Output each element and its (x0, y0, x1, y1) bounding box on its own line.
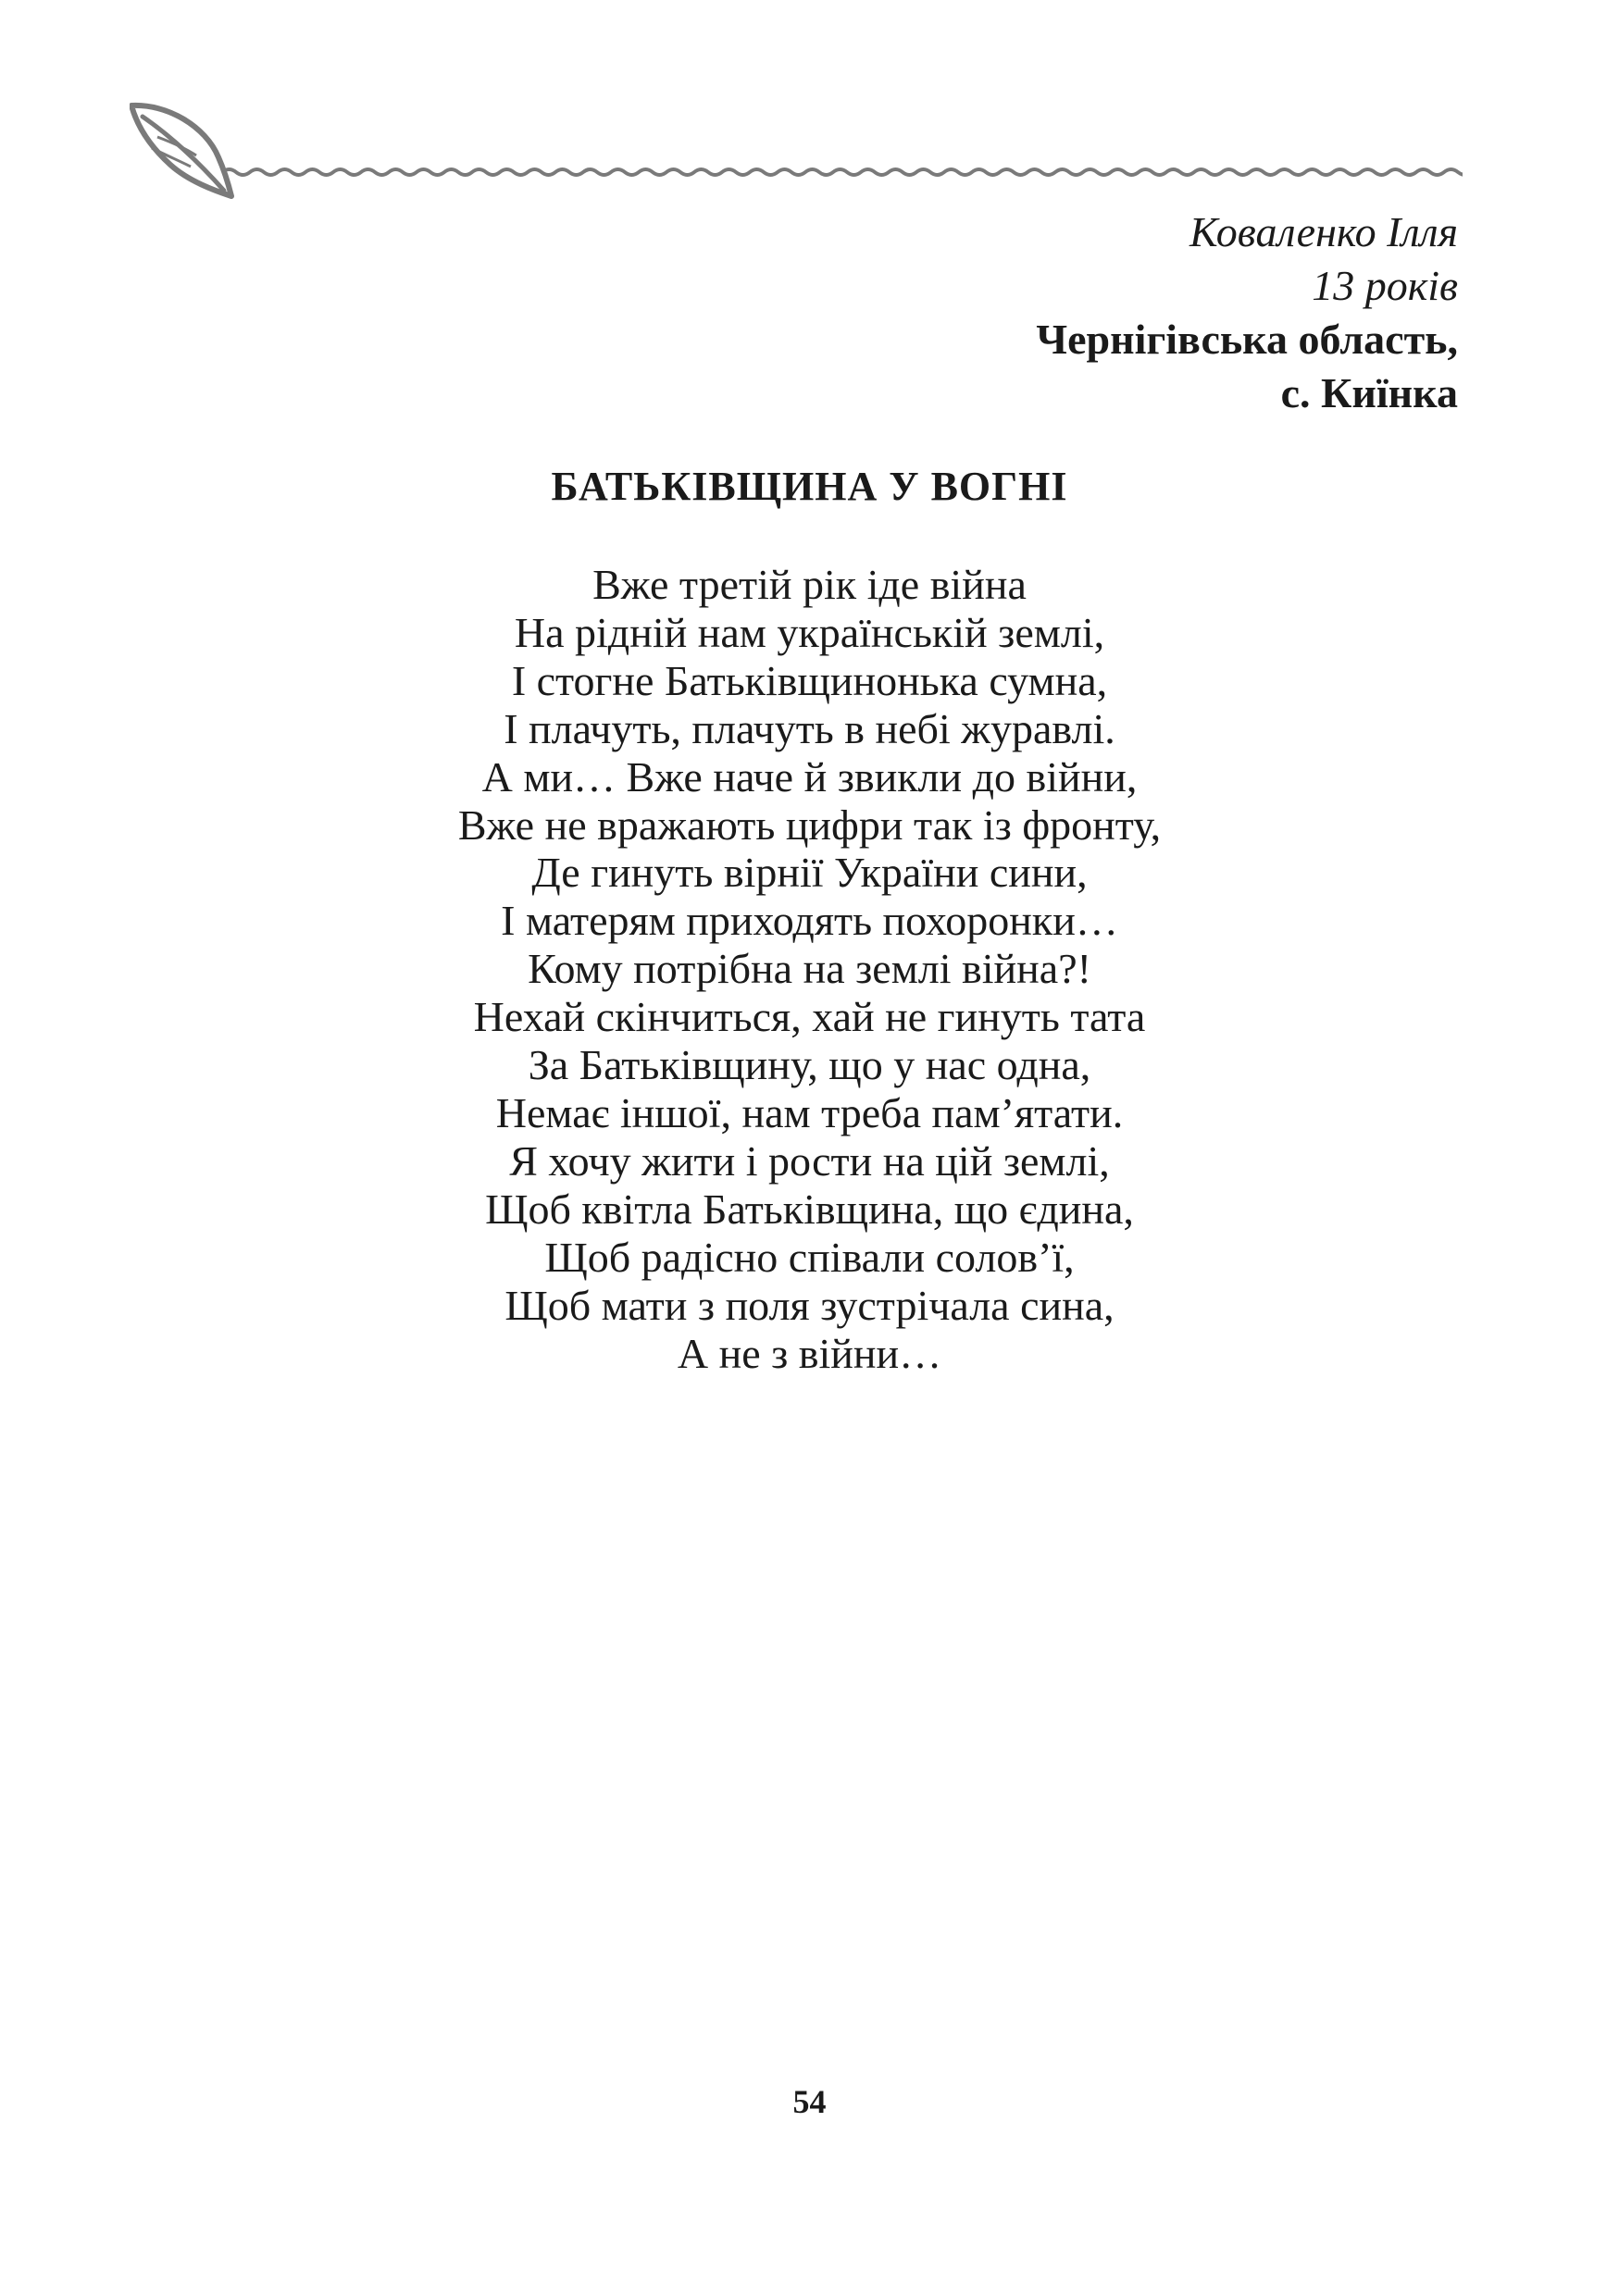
poem-line: І плачуть, плачуть в небі журавлі. (504, 704, 1115, 752)
poem-line: На рідній нам українській землі, (514, 608, 1105, 656)
poem-line: Вже не вражають цифри так із фронту, (457, 800, 1162, 849)
poem-title: БАТЬКІВЩИНА У ВОГНІ (551, 464, 1068, 509)
poem-line: Щоб квітла Батьківщина, що єдина, (485, 1185, 1134, 1233)
poem-line: Кому потрібна на землі війна?! (528, 945, 1091, 993)
poem-body (0, 561, 1619, 1377)
poem-line: Немає іншої, нам треба пам’ятати. (495, 1088, 1124, 1136)
poem-line: І стогне Батьківщинонька сумна, (511, 656, 1108, 704)
poem-line: За Батьківщину, що у нас одна, (528, 1041, 1091, 1089)
poem-line: Вже третій рік іде війна (592, 561, 1027, 608)
author-region: Чернігівська область, (1036, 316, 1458, 363)
poem-line: А ми… Вже наче й звикли до війни, (481, 752, 1138, 800)
wavy-divider (222, 169, 1463, 175)
feather-quill-icon (131, 105, 231, 196)
poem-line: Я хочу жити і рости на цій землі, (509, 1136, 1110, 1185)
author-age: 13 років (1312, 262, 1458, 309)
author-name: Коваленко Ілля (1189, 208, 1458, 255)
author-village: с. Киїнка (1280, 369, 1458, 416)
poem-line: Нехай скінчиться, хай не гинуть тата (473, 993, 1146, 1041)
poem-line: Щоб мати з поля зустрічала сина, (504, 1281, 1115, 1329)
page-number: 54 (792, 2083, 827, 2120)
author-info (1036, 205, 1458, 420)
poem-line: Де гинуть вірнії України сини, (531, 849, 1088, 897)
poem-line: І матерям приходять похоронки… (501, 897, 1118, 945)
poem-line: Щоб радісно співали солов’ї, (544, 1233, 1075, 1281)
header-ornament (130, 100, 1463, 202)
poem-line: А не з війни… (677, 1329, 942, 1377)
